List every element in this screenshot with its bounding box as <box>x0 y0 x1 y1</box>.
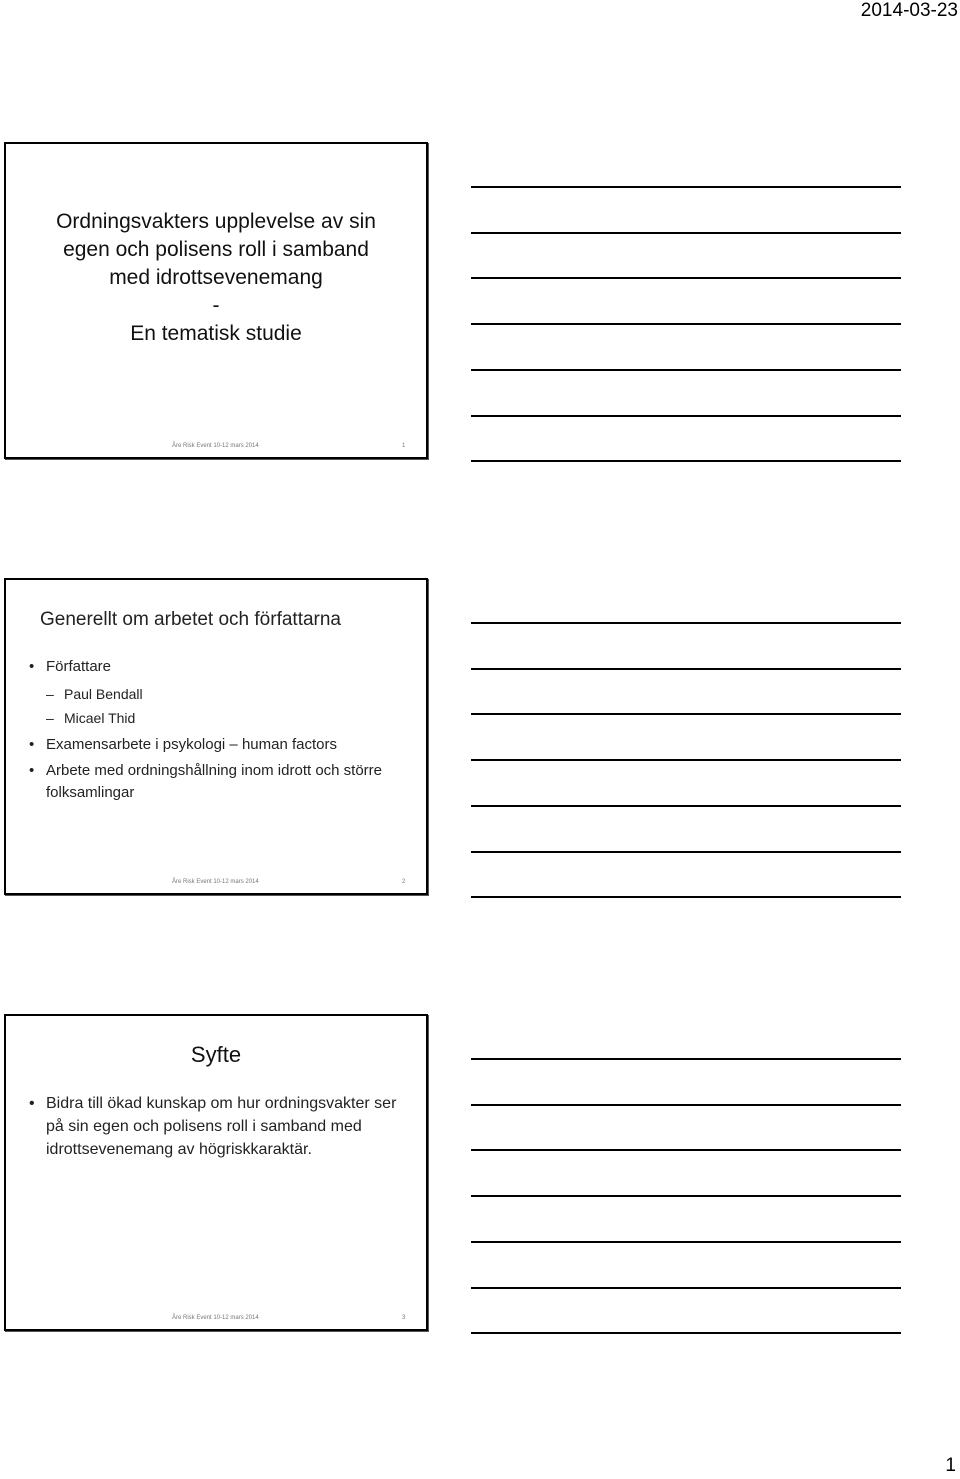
bullet-text: Bidra till ökad kunskap om hur ordningsvakter ser på sin egen och polisens roll i samband med idrottsevenemang av högriskkaraktär. <box>46 1095 397 1158</box>
slide-2 <box>4 578 428 895</box>
note-line <box>471 668 901 670</box>
note-line <box>471 186 901 188</box>
slide-2-footer: Åre Risk Event 10-12 mars 2014 <box>172 879 259 885</box>
slide-1 <box>4 142 428 459</box>
note-line <box>471 415 901 417</box>
slide-1-number: 1 <box>402 443 406 449</box>
print-date: 2014-03-23 <box>860 0 958 21</box>
note-line <box>471 622 901 624</box>
note-line <box>471 323 901 325</box>
note-line <box>471 460 901 462</box>
slide-3-title: Syfte <box>190 1042 242 1067</box>
sub-bullet-text: Paul Bendall <box>64 686 143 702</box>
slide-1-footer: Åre Risk Event 10-12 mars 2014 <box>172 443 259 449</box>
bullet-text: Examensarbete i psykologi – human factors <box>46 736 337 753</box>
slide-1-title-line: med idrottsevenemang <box>109 266 323 289</box>
sub-bullet-item <box>28 706 418 730</box>
note-line <box>471 896 901 898</box>
sub-bullet-text: Micael Thid <box>64 710 136 726</box>
bullet-text: Författare <box>46 658 112 675</box>
note-line <box>471 1195 901 1197</box>
sub-bullets <box>28 682 418 730</box>
bullet-item <box>28 734 418 756</box>
slide-3 <box>4 1014 428 1331</box>
bullet-text: Arbete med ordningshållning inom idrott och större folksamlingar <box>46 762 383 801</box>
slide-3-number: 3 <box>402 1315 406 1321</box>
slide-2-title: Generellt om arbetet och författarna <box>40 609 341 630</box>
slide-3-bullets <box>28 1092 402 1165</box>
note-line <box>471 1241 901 1243</box>
slide-1-title-line: Ordningsvakters upplevelse av sin <box>56 210 376 233</box>
slide-2-number: 2 <box>402 879 406 885</box>
note-line <box>471 232 901 234</box>
note-line <box>471 277 901 279</box>
note-line <box>471 805 901 807</box>
note-line <box>471 1287 901 1289</box>
slide-1-title-line: En tematisk studie <box>130 322 302 345</box>
slide-1-title <box>6 208 426 348</box>
bullet-item <box>28 656 418 678</box>
slide-1-title-line: - <box>212 294 220 317</box>
note-line <box>471 1104 901 1106</box>
slide-3-footer: Åre Risk Event 10-12 mars 2014 <box>172 1315 259 1321</box>
bullet-item <box>28 1092 402 1161</box>
note-line <box>471 851 901 853</box>
note-line <box>471 369 901 371</box>
note-line <box>471 1149 901 1151</box>
note-line <box>471 1332 901 1334</box>
bullet-item <box>28 760 418 804</box>
page-number: 1 <box>945 1455 956 1476</box>
note-line <box>471 713 901 715</box>
slide-2-bullets <box>28 656 418 808</box>
note-line <box>471 759 901 761</box>
note-line <box>471 1058 901 1060</box>
slide-1-title-line: egen och polisens roll i samband <box>63 238 369 261</box>
sub-bullet-item <box>28 682 418 706</box>
